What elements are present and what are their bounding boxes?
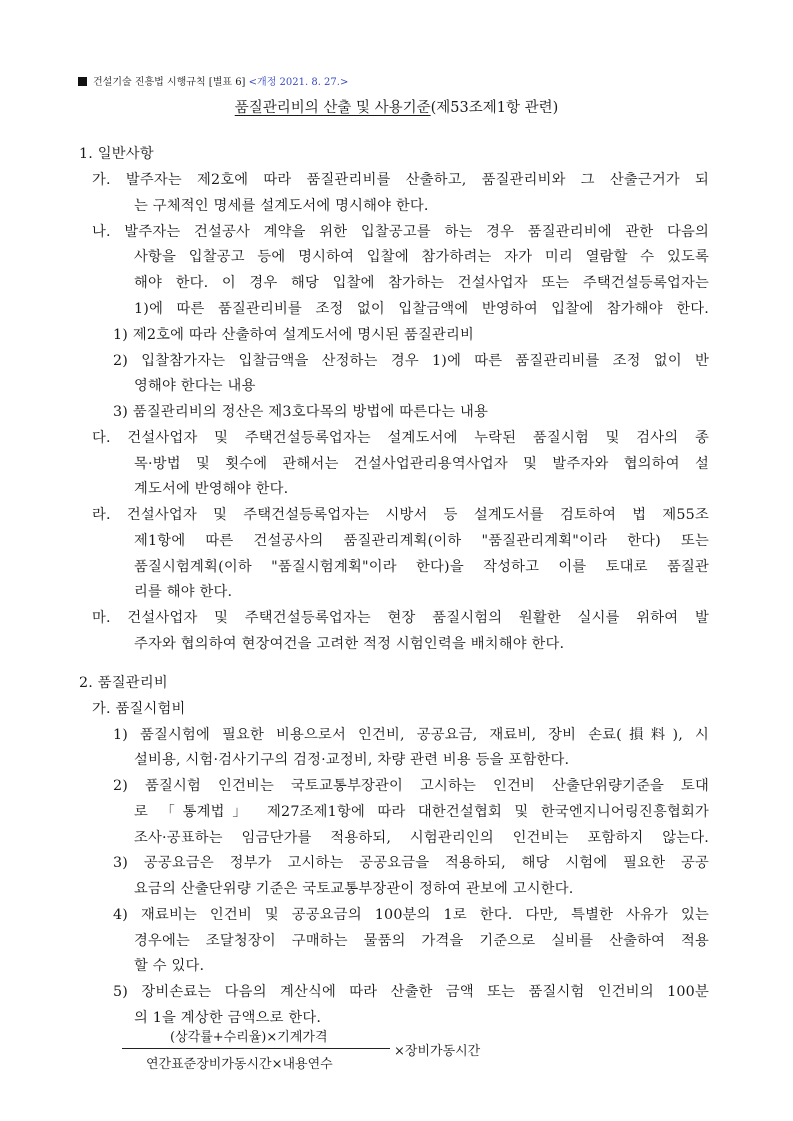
paragraph-line: 다. 건설사업자 및 주택건설등록업자는 설계도서에 누락된 품질시험 및 검사의 종 [92,430,709,446]
list-item: 2) 입찰참가자는 입찰금액을 산정하는 경우 1)에 따른 품질관리비를 조정 없이 반 [113,353,709,369]
section-heading: 1. 일반사항 [79,146,154,162]
header-amendment-date: <개정 2021. 8. 27.> [248,77,349,88]
paragraph-line: 마. 건설사업자 및 주택건설등록업자는 현장 품질시험의 원활한 실시를 위하여 발 [92,610,709,626]
list-item: 3) 품질관리비의 정산은 제3호다목의 방법에 따른다는 내용 [113,404,489,420]
document-header [78,73,348,88]
paragraph-line: 리를 해야 한다. [134,584,233,600]
list-item: 5) 장비손료는 다음의 계산식에 따라 산출한 금액 또는 품질시험 인건비의 100분 [113,984,709,1000]
paragraph-line: 해야 한다. 이 경우 해당 입찰에 참가하는 건설사업자 또는 주택건설등록업자는 [134,275,709,291]
paragraph-line: 계도서에 반영해야 한다. [134,481,289,497]
formula-numerator: (상각률+수리율)×기계가격 [170,1030,328,1045]
paragraph-line: 라. 건설사업자 및 주택건설등록업자는 시방서 등 설계도서를 검토하여 법 제55조 [92,507,709,523]
list-item: 4) 재료비는 인건비 및 공공요금의 100분의 1로 한다. 다만, 특별한 사유가 있는 [113,907,709,923]
formula-multiplier: ×장비가동시간 [394,1044,481,1059]
header-law-ref: 건설기술 진흥법 시행규칙 [별표 6] [93,77,246,88]
paragraph-line: 품질시험계획(이하 "품질시험계획"이라 한다)을 작성하고 이를 토대로 품질관 [134,559,709,575]
page-title [0,96,793,117]
square-bullet-icon [78,77,87,86]
paragraph-line: 1)에 따른 품질관리비를 조정 없이 입찰금액에 반영하여 입찰에 참가해야 한다. [134,301,709,317]
paragraph-line: 요금의 산출단위량 기준은 국토교통부장관이 정하여 관보에 고시한다. [134,881,574,897]
paragraph-line: 경우에는 조달청장이 구매하는 물품의 가격을 기준으로 실비를 산출하여 적용 [134,933,709,949]
formula-denominator: 연간표준장비가동시간×내용연수 [146,1057,333,1072]
paragraph-line: 제1항에 따른 건설공사의 품질관리계획(이하 "품질관리계획"이라 한다) 또는 [134,533,709,549]
paragraph-line: 할 수 있다. [134,958,205,974]
paragraph-line: 나. 발주자는 건설공사 계약을 위한 입찰공고를 하는 경우 품질관리비에 관한 다음의 [92,224,709,240]
list-item: 1) 제2호에 따라 산출하여 설계도서에 명시된 품질관리비 [113,327,475,343]
equipment-cost-formula [122,1024,502,1074]
title-main: 품질관리비의 산출 및 사용기준 [234,100,431,116]
section-heading: 2. 품질관리비 [79,675,168,691]
paragraph-line: 는 구체적인 명세를 설계도서에 명시해야 한다. [134,198,429,214]
paragraph-line: 의 1을 계상한 금액으로 한다. [134,1010,322,1026]
title-suffix: (제53조제1항 관련) [430,100,559,116]
paragraph-line: 목·방법 및 횟수에 관해서는 건설사업관리용역사업자 및 발주자와 협의하여 설 [134,456,709,472]
formula-fraction-bar [122,1048,390,1049]
paragraph-line: 사항을 입찰공고 등에 명시하여 입찰에 참가하려는 자가 미리 열람할 수 있도록 [134,249,709,265]
paragraph-line: 설비용, 시험·검사기구의 검정·교정비, 차량 관련 비용 등을 포함한다. [134,752,570,768]
paragraph-line: 주자와 협의하여 현장여건을 고려한 적정 시험인력을 배치해야 한다. [134,636,565,652]
paragraph-line: 가. 발주자는 제2호에 따라 품질관리비를 산출하고, 품질관리비와 그 산출근거가 되 [92,172,709,188]
list-item: 2) 품질시험 인건비는 국토교통부장관이 고시하는 인건비 산출단위량기준을 토대 [113,778,709,794]
paragraph-line: 영해야 한다는 내용 [134,378,256,394]
subsection-heading: 가. 품질시험비 [92,701,186,717]
paragraph-line: 조사·공표하는 임금단가를 적용하되, 시험관리인의 인건비는 포함하지 않는다. [134,830,709,846]
paragraph-line: 로 「통계법」 제27조제1항에 따라 대한건설협회 및 한국엔지니어링진흥협회가 [134,804,709,820]
list-item: 3) 공공요금은 정부가 고시하는 공공요금을 적용하되, 해당 시험에 필요한 공공 [113,855,709,871]
list-item: 1) 품질시험에 필요한 비용으로서 인건비, 공공요금, 재료비, 장비 손료(損料), 시 [113,727,709,743]
